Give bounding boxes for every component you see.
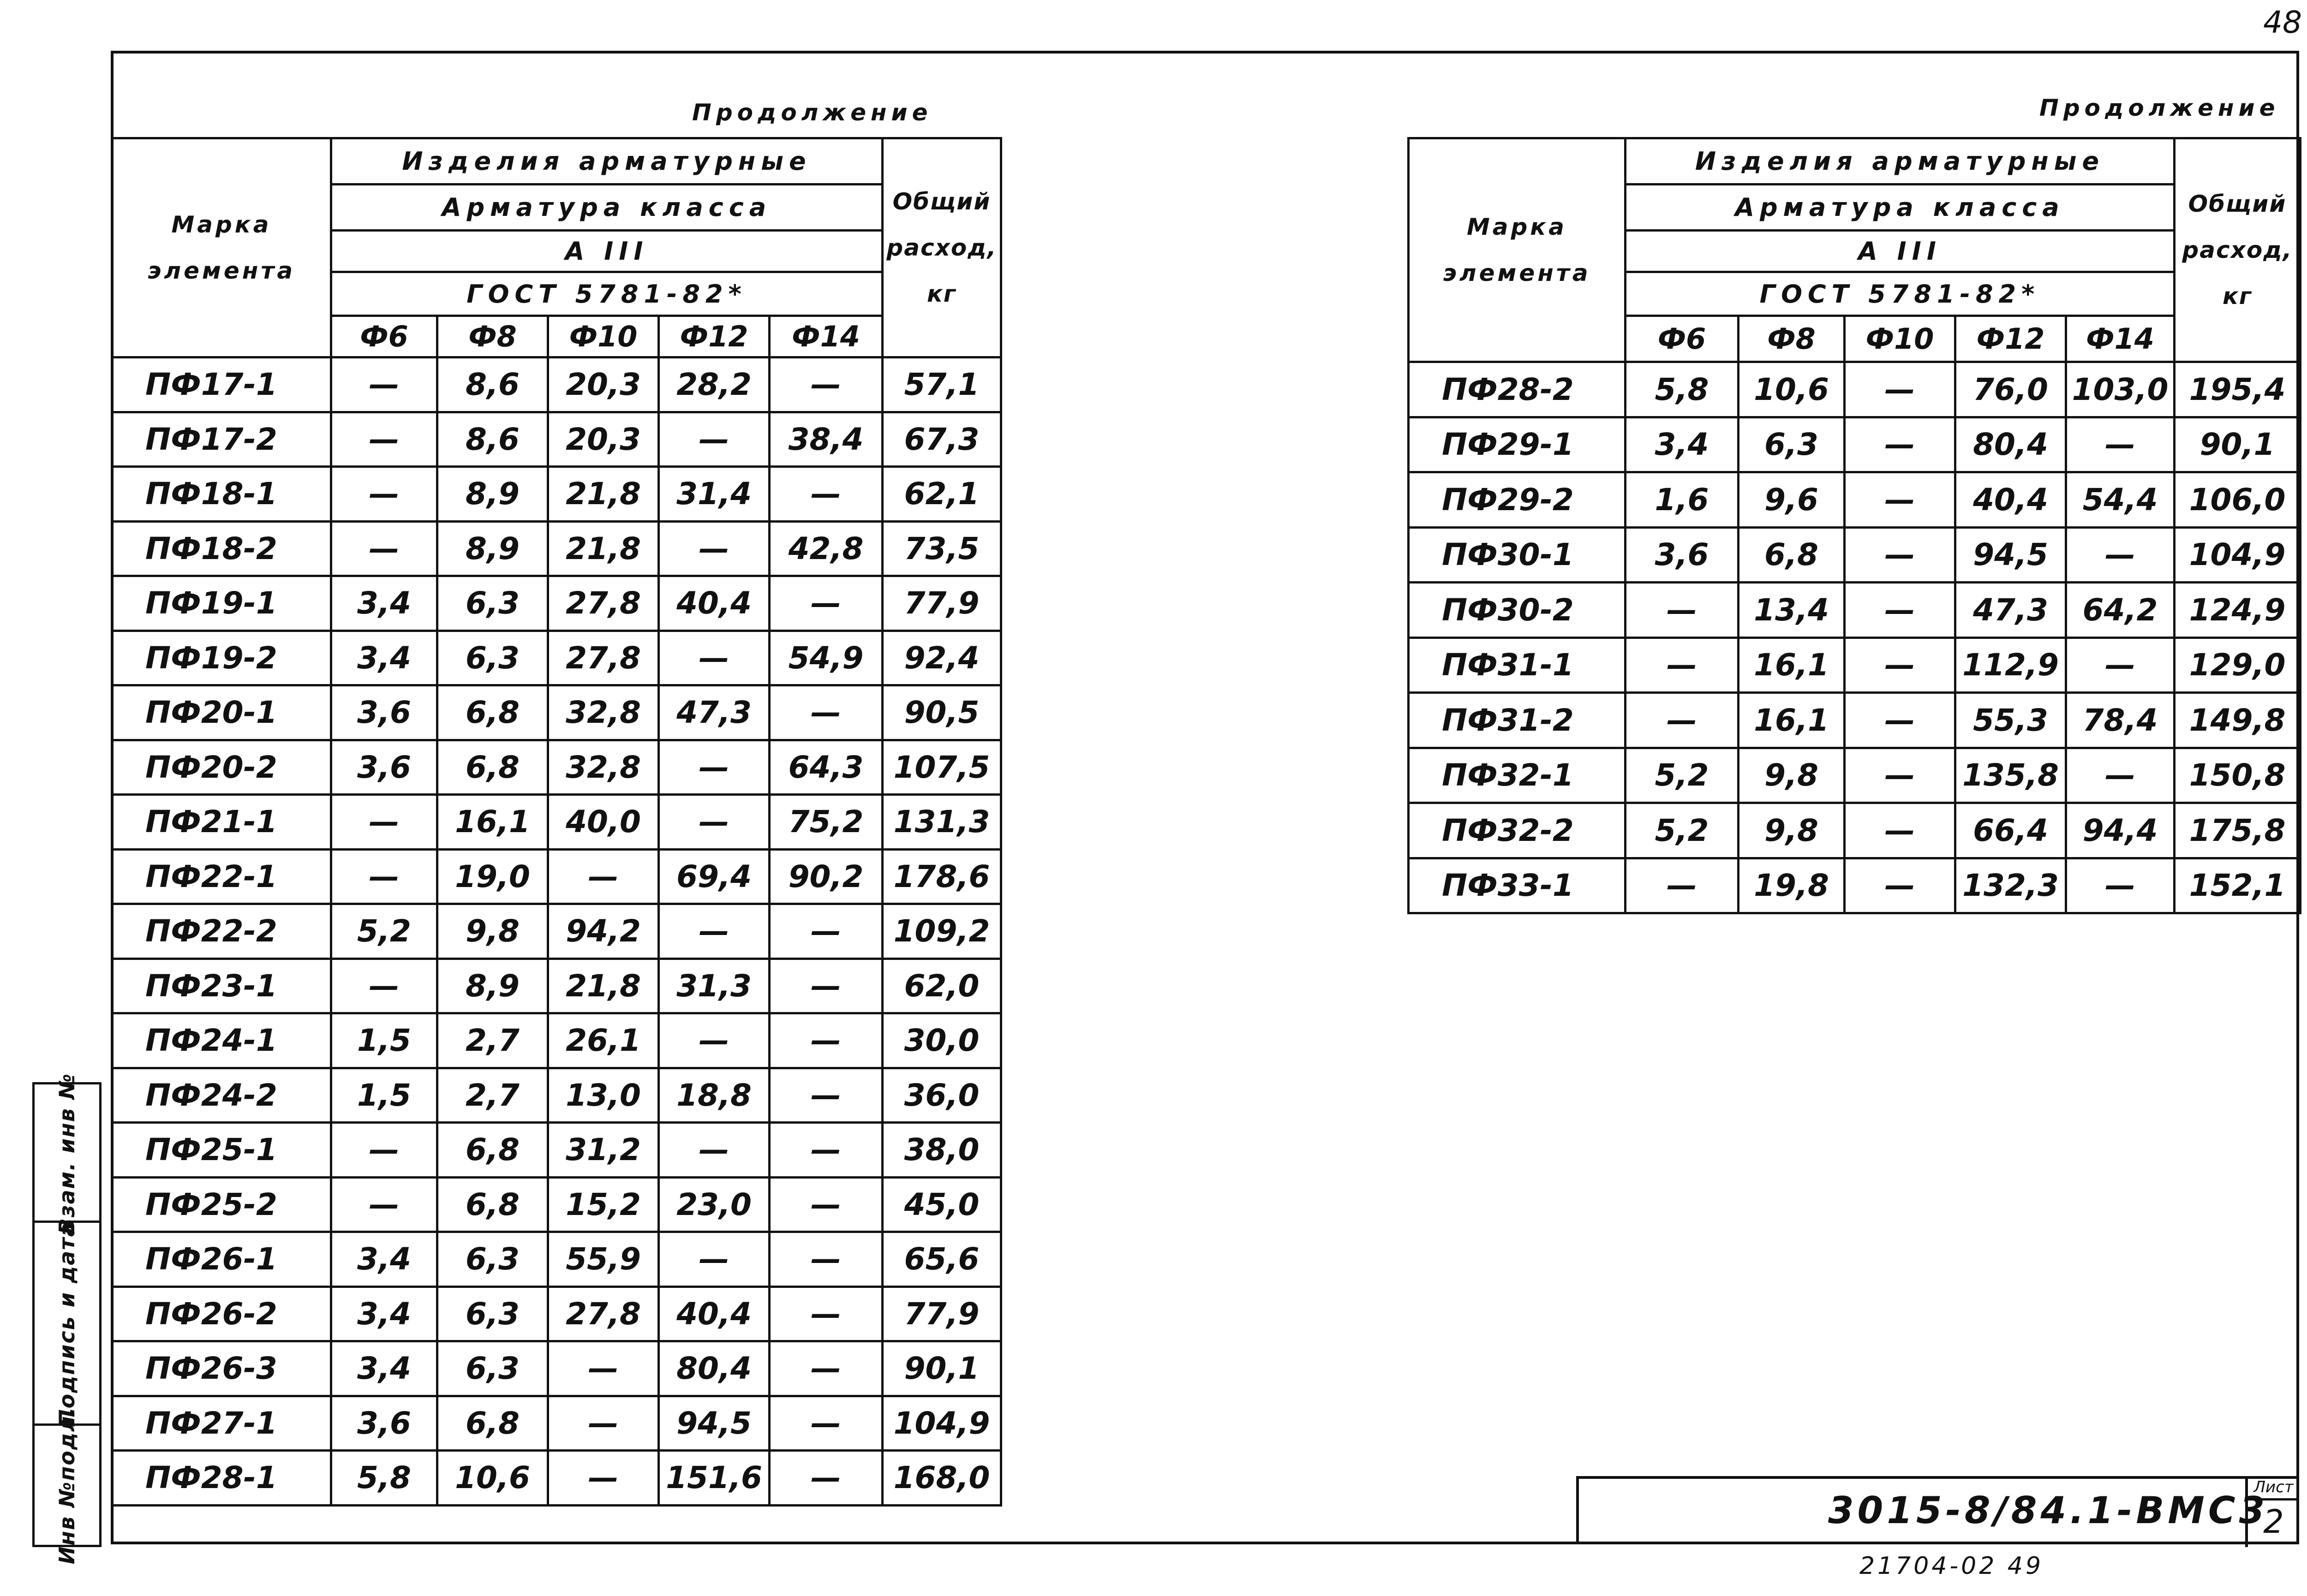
table-row — [112, 795, 1001, 850]
cell-mark: ПФ30-2 — [1409, 583, 1626, 638]
cell-d6: 5,2 — [331, 904, 437, 959]
cell-d10: 27,8 — [548, 576, 659, 631]
cell-d8: 16,1 — [1739, 637, 1845, 693]
cell-d14: 54,4 — [2066, 472, 2175, 528]
cell-d6: 3,4 — [331, 1341, 437, 1396]
table-row — [1409, 858, 2301, 913]
cell-d14: 64,3 — [770, 740, 883, 795]
stamp-cell-inv-orig — [35, 1406, 99, 1565]
cell-d6: 5,2 — [1626, 803, 1739, 858]
cell-d6: — — [1626, 583, 1739, 638]
cell-d8: 9,6 — [1739, 472, 1845, 528]
cell-d8: 6,3 — [437, 631, 548, 685]
cell-d14: — — [770, 685, 883, 740]
cell-d10: — — [1845, 803, 1955, 858]
table-right-body — [1409, 138, 2301, 913]
header-diameter: Ф12 — [1955, 316, 2066, 362]
cell-total: 195,4 — [2175, 362, 2301, 417]
cell-total: 38,0 — [883, 1123, 1001, 1178]
cell-mark: ПФ25-1 — [112, 1123, 331, 1178]
cell-total: 175,8 — [2175, 803, 2301, 858]
cell-d14: — — [770, 357, 883, 412]
cell-d8: 8,9 — [437, 467, 548, 522]
cell-d14: — — [770, 1286, 883, 1341]
header-total: Общий расход, кг — [2175, 138, 2301, 362]
cell-d12: — — [659, 904, 770, 959]
cell-d12: 80,4 — [659, 1341, 770, 1396]
sheet-box — [2245, 1476, 2299, 1547]
cell-d14: — — [2066, 417, 2175, 472]
table-right — [1407, 137, 2301, 914]
cell-d12: 80,4 — [1955, 417, 2066, 472]
header-total: Общий расход, кг — [883, 138, 1001, 357]
header-diameter: Ф14 — [2066, 316, 2175, 362]
cell-total: 90,1 — [883, 1341, 1001, 1396]
table-row — [1409, 362, 2301, 417]
cell-d14: — — [770, 959, 883, 1013]
header-diameter: Ф6 — [1626, 316, 1739, 362]
cell-d12: 132,3 — [1955, 858, 2066, 913]
cell-d10: — — [1845, 417, 1955, 472]
header-group: Изделия арматурные — [1626, 138, 2175, 185]
stamp-inv-orig: Инв №подл. — [54, 1406, 79, 1565]
cell-d6: 1,5 — [331, 1068, 437, 1123]
document-code: 3015-8/84.1-ВМС3 — [1828, 1489, 2269, 1532]
cell-d10: — — [1845, 693, 1955, 748]
table-row — [112, 1341, 1001, 1396]
cell-d14: — — [770, 904, 883, 959]
cell-d14: — — [770, 467, 883, 522]
cell-mark: ПФ18-2 — [112, 521, 331, 576]
cell-total: 30,0 — [883, 1013, 1001, 1068]
cell-d14: — — [2066, 527, 2175, 583]
header-gost: ГОСТ 5781-82* — [1626, 272, 2175, 316]
stamp-sign-date: Подпись и дата — [54, 1221, 79, 1427]
cell-d8: 2,7 — [437, 1013, 548, 1068]
cell-d12: 40,4 — [1955, 472, 2066, 528]
cell-d10: — — [1845, 362, 1955, 417]
cell-d8: 19,8 — [1739, 858, 1845, 913]
cell-mark: ПФ24-2 — [112, 1068, 331, 1123]
cell-total: 57,1 — [883, 357, 1001, 412]
table-left — [111, 137, 1002, 1507]
cell-total: 129,0 — [2175, 637, 2301, 693]
cell-total: 45,0 — [883, 1177, 1001, 1232]
cell-d12: — — [659, 1013, 770, 1068]
cell-mark: ПФ19-1 — [112, 576, 331, 631]
cell-d14: 75,2 — [770, 795, 883, 850]
cell-d10: 27,8 — [548, 1286, 659, 1341]
table-row — [112, 1068, 1001, 1123]
cell-d8: 6,8 — [437, 1177, 548, 1232]
cell-d6: — — [331, 1123, 437, 1178]
cell-d6: 5,8 — [331, 1451, 437, 1506]
cell-d10: — — [1845, 583, 1955, 638]
cell-d8: 6,8 — [437, 1123, 548, 1178]
cell-mark: ПФ31-1 — [1409, 637, 1626, 693]
table-row — [112, 1286, 1001, 1341]
cell-d8: 6,3 — [437, 1341, 548, 1396]
cell-d6: — — [331, 412, 437, 467]
cell-mark: ПФ29-1 — [1409, 417, 1626, 472]
cell-mark: ПФ24-1 — [112, 1013, 331, 1068]
cell-mark: ПФ22-2 — [112, 904, 331, 959]
table-row — [112, 1396, 1001, 1451]
table-row — [112, 1177, 1001, 1232]
table-row — [112, 1123, 1001, 1178]
header-class: А III — [1626, 231, 2175, 272]
cell-d6: 3,6 — [1626, 527, 1739, 583]
cell-d12: 23,0 — [659, 1177, 770, 1232]
approval-stamp — [32, 1072, 102, 1565]
cell-d12: — — [659, 1232, 770, 1287]
cell-d10: — — [1845, 472, 1955, 528]
table-row — [112, 357, 1001, 412]
header-diameter: Ф10 — [548, 316, 659, 357]
cell-d10: 20,3 — [548, 357, 659, 412]
header-gost: ГОСТ 5781-82* — [331, 272, 883, 316]
header-diameter: Ф14 — [770, 316, 883, 357]
header-class: А III — [331, 231, 883, 272]
table-left-body — [112, 138, 1001, 1506]
cell-d8: 10,6 — [437, 1451, 548, 1506]
cell-d12: — — [659, 740, 770, 795]
cell-total: 62,1 — [883, 467, 1001, 522]
cell-total: 124,9 — [2175, 583, 2301, 638]
cell-mark: ПФ25-2 — [112, 1177, 331, 1232]
cell-mark: ПФ20-2 — [112, 740, 331, 795]
table-row — [1409, 583, 2301, 638]
cell-total: 104,9 — [2175, 527, 2301, 583]
cell-mark: ПФ28-1 — [112, 1451, 331, 1506]
cell-d8: 6,3 — [437, 1232, 548, 1287]
cell-d8: 19,0 — [437, 849, 548, 904]
stamp-inv-replaced: Взам. инв № — [54, 1072, 79, 1235]
cell-d6: 5,8 — [1626, 362, 1739, 417]
table-row — [112, 904, 1001, 959]
cell-d6: — — [331, 357, 437, 412]
cell-d6: 5,2 — [1626, 748, 1739, 803]
table-row — [112, 740, 1001, 795]
cell-d14: — — [770, 1177, 883, 1232]
cell-d6: — — [331, 521, 437, 576]
cell-d12: 66,4 — [1955, 803, 2066, 858]
cell-d14: — — [770, 1013, 883, 1068]
cell-d6: — — [331, 959, 437, 1013]
cell-d10: — — [1845, 748, 1955, 803]
header-diameter: Ф6 — [331, 316, 437, 357]
cell-d6: — — [331, 795, 437, 850]
cell-d12: 31,4 — [659, 467, 770, 522]
cell-d6: 3,4 — [331, 576, 437, 631]
table-row — [1409, 693, 2301, 748]
cell-d14: — — [770, 1068, 883, 1123]
cell-d10: 94,2 — [548, 904, 659, 959]
cell-d8: 10,6 — [1739, 362, 1845, 417]
cell-d6: — — [331, 849, 437, 904]
cell-d12: 40,4 — [659, 1286, 770, 1341]
cell-d6: 3,6 — [331, 1396, 437, 1451]
cell-d6: — — [1626, 693, 1739, 748]
cell-d10: — — [548, 849, 659, 904]
cell-d8: 6,3 — [437, 1286, 548, 1341]
cell-d12: 28,2 — [659, 357, 770, 412]
cell-d6: — — [331, 467, 437, 522]
cell-d12: 18,8 — [659, 1068, 770, 1123]
cell-d8: 13,4 — [1739, 583, 1845, 638]
cell-d8: 6,8 — [437, 685, 548, 740]
cell-d10: — — [548, 1341, 659, 1396]
cell-mark: ПФ18-1 — [112, 467, 331, 522]
header-mark: Марка элемента — [1409, 138, 1626, 362]
cell-mark: ПФ22-1 — [112, 849, 331, 904]
cell-mark: ПФ19-2 — [112, 631, 331, 685]
cell-d10: 21,8 — [548, 521, 659, 576]
cell-d8: 6,8 — [437, 1396, 548, 1451]
cell-d8: 6,8 — [437, 740, 548, 795]
stamp-cell-sign-date — [35, 1223, 99, 1426]
cell-d14: — — [2066, 637, 2175, 693]
cell-d12: 94,5 — [1955, 527, 2066, 583]
cell-d10: — — [1845, 527, 1955, 583]
cell-d10: 21,8 — [548, 467, 659, 522]
cell-d12: 94,5 — [659, 1396, 770, 1451]
table-row — [1409, 748, 2301, 803]
table-row — [112, 1013, 1001, 1068]
cell-d14: 54,9 — [770, 631, 883, 685]
cell-total: 90,1 — [2175, 417, 2301, 472]
cell-d10: — — [1845, 858, 1955, 913]
cell-d10: — — [548, 1396, 659, 1451]
cell-d10: 20,3 — [548, 412, 659, 467]
cell-mark: ПФ30-1 — [1409, 527, 1626, 583]
cell-d14: 64,2 — [2066, 583, 2175, 638]
cell-mark: ПФ23-1 — [112, 959, 331, 1013]
cell-mark: ПФ26-2 — [112, 1286, 331, 1341]
cell-total: 178,6 — [883, 849, 1001, 904]
cell-total: 73,5 — [883, 521, 1001, 576]
cell-d14: — — [770, 1232, 883, 1287]
cell-mark: ПФ26-1 — [112, 1232, 331, 1287]
cell-mark: ПФ33-1 — [1409, 858, 1626, 913]
cell-d6: 3,4 — [331, 631, 437, 685]
cell-d14: 42,8 — [770, 521, 883, 576]
cell-d8: 9,8 — [1739, 803, 1845, 858]
cell-mark: ПФ17-2 — [112, 412, 331, 467]
title-block — [1576, 1476, 2299, 1544]
table-row — [112, 467, 1001, 522]
cell-d6: 1,5 — [331, 1013, 437, 1068]
cell-d8: 6,3 — [437, 576, 548, 631]
cell-d6: — — [331, 1177, 437, 1232]
table-row — [1409, 417, 2301, 472]
cell-d8: 8,9 — [437, 521, 548, 576]
cell-d14: 90,2 — [770, 849, 883, 904]
cell-d12: 40,4 — [659, 576, 770, 631]
cell-d12: — — [659, 1123, 770, 1178]
stamp-cell-inv-replaced — [35, 1072, 99, 1235]
header-mark: Марка элемента — [112, 138, 331, 357]
cell-total: 67,3 — [883, 412, 1001, 467]
cell-d12: 55,3 — [1955, 693, 2066, 748]
cell-d14: — — [770, 1341, 883, 1396]
table-row — [112, 412, 1001, 467]
header-subgroup: Арматура класса — [331, 185, 883, 231]
cell-mark: ПФ31-2 — [1409, 693, 1626, 748]
sheet-label: Лист — [2248, 1476, 2299, 1501]
cell-mark: ПФ26-3 — [112, 1341, 331, 1396]
sheet-number: 2 — [2263, 1503, 2284, 1541]
cell-d14: — — [770, 1396, 883, 1451]
footer-code: 21704-02 49 — [1859, 1552, 2044, 1580]
cell-total: 77,9 — [883, 1286, 1001, 1341]
cell-mark: ПФ29-2 — [1409, 472, 1626, 528]
table-row — [112, 576, 1001, 631]
cell-total: 90,5 — [883, 685, 1001, 740]
cell-d6: 3,4 — [331, 1286, 437, 1341]
table-row — [112, 631, 1001, 685]
cell-d10: 21,8 — [548, 959, 659, 1013]
cell-d8: 16,1 — [1739, 693, 1845, 748]
cell-d10: 26,1 — [548, 1013, 659, 1068]
cell-d6: — — [1626, 858, 1739, 913]
cell-total: 109,2 — [883, 904, 1001, 959]
caption-continuation-right: Продолжение — [2039, 95, 2280, 121]
cell-total: 65,6 — [883, 1232, 1001, 1287]
cell-d8: 2,7 — [437, 1068, 548, 1123]
cell-total: 168,0 — [883, 1451, 1001, 1506]
cell-total: 106,0 — [2175, 472, 2301, 528]
cell-d6: 3,6 — [331, 740, 437, 795]
cell-d8: 9,8 — [1739, 748, 1845, 803]
cell-mark: ПФ27-1 — [112, 1396, 331, 1451]
cell-d8: 8,9 — [437, 959, 548, 1013]
cell-d10: 40,0 — [548, 795, 659, 850]
cell-total: 131,3 — [883, 795, 1001, 850]
cell-total: 62,0 — [883, 959, 1001, 1013]
header-group: Изделия арматурные — [331, 138, 883, 185]
cell-d10: 15,2 — [548, 1177, 659, 1232]
cell-mark: ПФ32-2 — [1409, 803, 1626, 858]
cell-total: 36,0 — [883, 1068, 1001, 1123]
cell-d6: 3,6 — [331, 685, 437, 740]
header-diameter: Ф12 — [659, 316, 770, 357]
cell-d12: — — [659, 631, 770, 685]
cell-d12: 135,8 — [1955, 748, 2066, 803]
cell-d10: 31,2 — [548, 1123, 659, 1178]
cell-d6: 1,6 — [1626, 472, 1739, 528]
table-row — [1409, 637, 2301, 693]
cell-d12: 76,0 — [1955, 362, 2066, 417]
cell-d14: — — [770, 1123, 883, 1178]
header-diameter: Ф10 — [1845, 316, 1955, 362]
cell-d14: 94,4 — [2066, 803, 2175, 858]
cell-d14: 38,4 — [770, 412, 883, 467]
cell-d10: 27,8 — [548, 631, 659, 685]
cell-d10: — — [548, 1451, 659, 1506]
cell-d14: 78,4 — [2066, 693, 2175, 748]
cell-d12: 151,6 — [659, 1451, 770, 1506]
cell-d8: 9,8 — [437, 904, 548, 959]
cell-total: 152,1 — [2175, 858, 2301, 913]
table-row — [112, 1232, 1001, 1287]
table-row — [1409, 527, 2301, 583]
cell-d6: 3,4 — [331, 1232, 437, 1287]
header-diameter: Ф8 — [437, 316, 548, 357]
cell-mark: ПФ21-1 — [112, 795, 331, 850]
cell-d12: — — [659, 795, 770, 850]
cell-d14: — — [770, 1451, 883, 1506]
cell-d12: 47,3 — [1955, 583, 2066, 638]
cell-d14: — — [2066, 858, 2175, 913]
cell-d12: — — [659, 412, 770, 467]
cell-d12: 47,3 — [659, 685, 770, 740]
cell-d10: 55,9 — [548, 1232, 659, 1287]
cell-d6: — — [1626, 637, 1739, 693]
table-row — [112, 685, 1001, 740]
header-subgroup: Арматура класса — [1626, 185, 2175, 231]
cell-total: 77,9 — [883, 576, 1001, 631]
table-row — [112, 959, 1001, 1013]
cell-d6: 3,4 — [1626, 417, 1739, 472]
table-row — [112, 849, 1001, 904]
cell-d14: — — [2066, 748, 2175, 803]
cell-total: 149,8 — [2175, 693, 2301, 748]
cell-d10: 32,8 — [548, 740, 659, 795]
cell-d12: 31,3 — [659, 959, 770, 1013]
cell-total: 150,8 — [2175, 748, 2301, 803]
cell-d14: 103,0 — [2066, 362, 2175, 417]
cell-total: 92,4 — [883, 631, 1001, 685]
page-number: 48 — [2263, 5, 2302, 40]
cell-d8: 6,8 — [1739, 527, 1845, 583]
cell-d12: — — [659, 521, 770, 576]
cell-d14: — — [770, 576, 883, 631]
cell-d12: 112,9 — [1955, 637, 2066, 693]
cell-total: 107,5 — [883, 740, 1001, 795]
cell-mark: ПФ17-1 — [112, 357, 331, 412]
cell-d10: — — [1845, 637, 1955, 693]
table-row — [112, 1451, 1001, 1506]
header-diameter: Ф8 — [1739, 316, 1845, 362]
cell-mark: ПФ28-2 — [1409, 362, 1626, 417]
caption-continuation-left: Продолжение — [692, 99, 932, 126]
cell-d10: 32,8 — [548, 685, 659, 740]
table-row — [112, 521, 1001, 576]
table-row — [1409, 803, 2301, 858]
cell-d8: 8,6 — [437, 412, 548, 467]
cell-d10: 13,0 — [548, 1068, 659, 1123]
cell-mark: ПФ32-1 — [1409, 748, 1626, 803]
cell-d12: 69,4 — [659, 849, 770, 904]
cell-mark: ПФ20-1 — [112, 685, 331, 740]
cell-d8: 16,1 — [437, 795, 548, 850]
cell-total: 104,9 — [883, 1396, 1001, 1451]
table-row — [1409, 472, 2301, 528]
cell-d8: 6,3 — [1739, 417, 1845, 472]
cell-d8: 8,6 — [437, 357, 548, 412]
